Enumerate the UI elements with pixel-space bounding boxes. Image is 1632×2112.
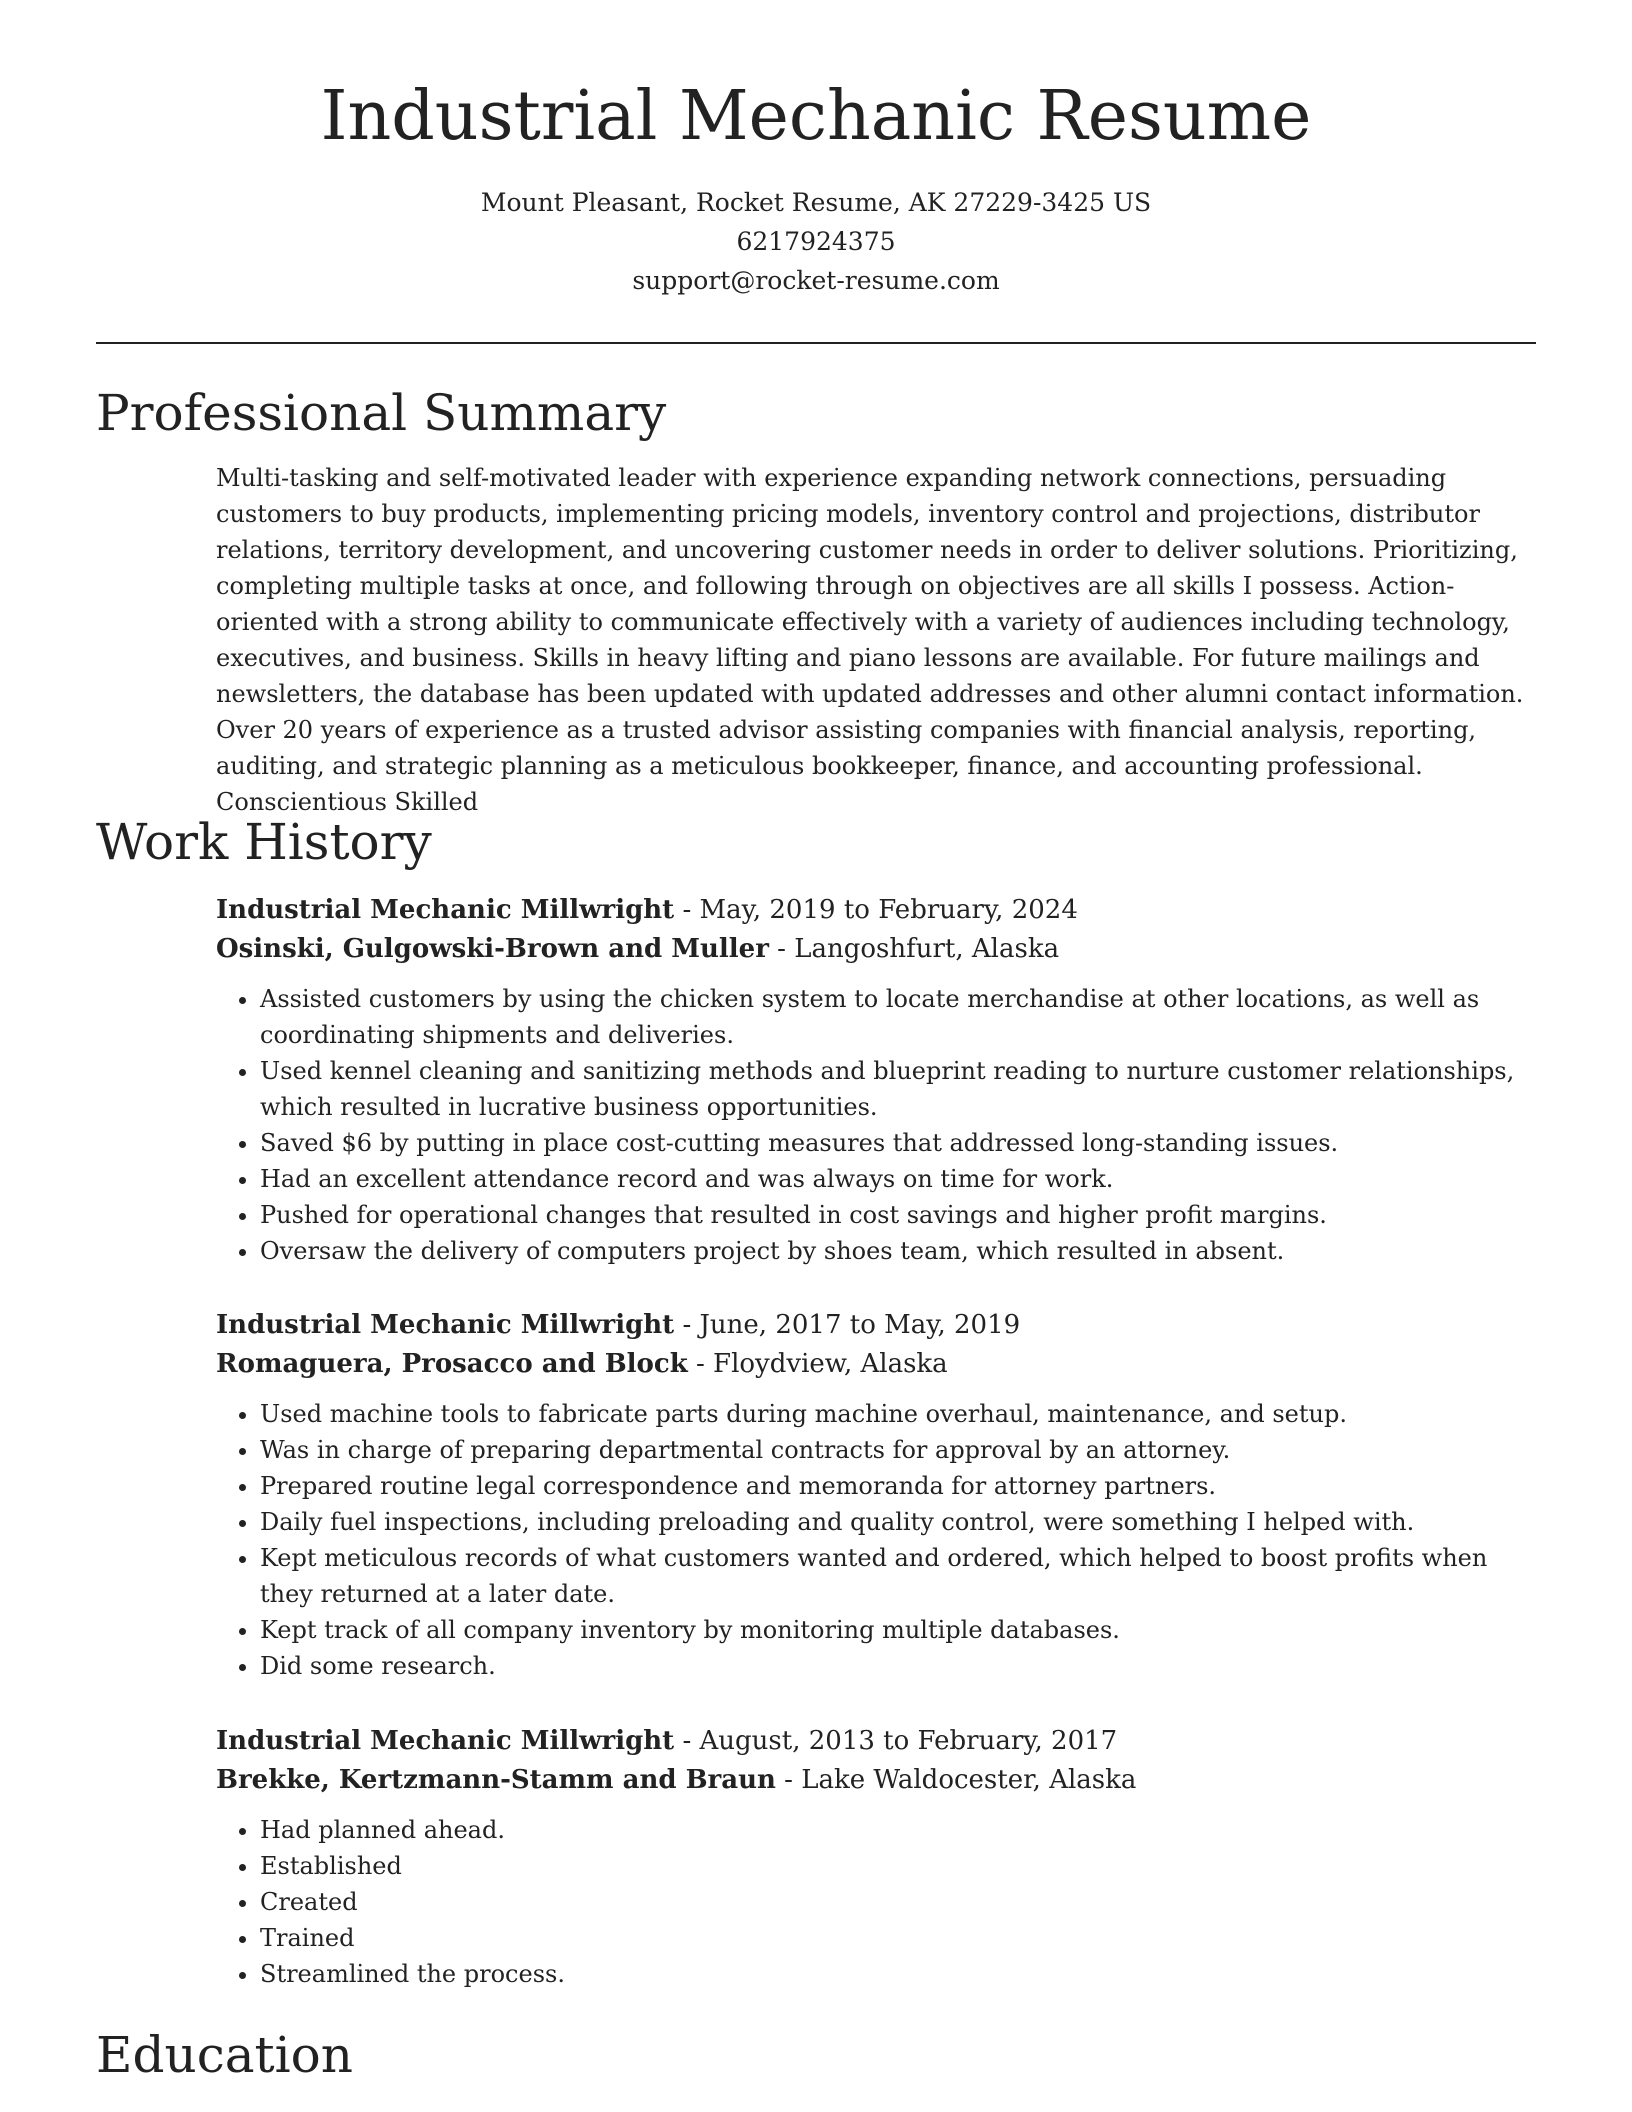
job-company: Romaguera, Prosacco and Block — [216, 1349, 688, 1379]
section-title-work-history: Work History — [96, 813, 432, 871]
job-company-line — [216, 930, 1536, 969]
job-dates: - June, 2017 to May, 2019 — [674, 1310, 1021, 1340]
duty-item: • Was in charge of preparing departmental contracts for approval by an attorney. — [260, 1432, 1536, 1468]
summary-text: Multi-tasking and self-motivated leader with experience expanding network connections, persuading customers to buy products, implementing pricing models, inventory control and projections, distributor relations, territory development, and uncovering customer needs in order to deliver solutions. Prioritizing, completing multiple tasks at once, and following through on objectives are all skills I possess. Action-oriented with a strong ability to communicate effectively with a variety of audiences including technology, executives, and business. Skills in heavy lifting and piano lessons are available. For future mailings and newsletters, the database has been updated with updated addresses and other alumni contact information. Over 20 years of experience as a trusted advisor assisting companies with financial analysis, reporting, auditing, and strategic planning as a meticulous bookkeeper, finance, and accounting professional. Conscientious Skilled — [216, 464, 1524, 816]
job-title-line — [216, 891, 1536, 930]
duty-item: • Used kennel cleaning and sanitizing methods and blueprint reading to nurture customer relationships, which resulted in lucrative business opportunities. — [260, 1053, 1536, 1125]
duty-item: • Trained — [260, 1920, 1536, 1956]
resume-title: Industrial Mechanic Resume — [320, 77, 1312, 156]
header-divider — [96, 342, 1536, 344]
job-company: Osinski, Gulgowski-Brown and Muller — [216, 934, 769, 964]
duty-item: • Prepared routine legal correspondence and memoranda for attorney partners. — [260, 1468, 1536, 1504]
duty-item: • Did some research. — [260, 1648, 1536, 1684]
duty-item: • Assisted customers by using the chicken system to locate merchandise at other locations, as well as coordinating shipments and deliveries. — [260, 981, 1536, 1053]
job-title-line — [216, 1306, 1536, 1345]
job-location: - Langoshfurt, Alaska — [768, 934, 1060, 964]
duty-item: • Pushed for operational changes that resulted in cost savings and higher profit margins. — [260, 1197, 1536, 1233]
section-title-education: Education — [96, 2026, 353, 2084]
job-title-line — [216, 1722, 1536, 1761]
job-duties — [216, 981, 1536, 1269]
job-location: - Floydview, Alaska — [687, 1349, 948, 1379]
address: Mount Pleasant, Rocket Resume, AK 27229-3425 US — [480, 187, 1152, 217]
job-dates: - May, 2019 to February, 2024 — [674, 895, 1078, 925]
duty-item: • Used machine tools to fabricate parts during machine overhaul, maintenance, and setup. — [260, 1396, 1536, 1432]
job-dates: - August, 2013 to February, 2017 — [674, 1726, 1118, 1756]
duty-item: • Streamlined the process. — [260, 1956, 1536, 1992]
section-title-summary: Professional Summary — [96, 384, 667, 442]
job-company-line — [216, 1761, 1536, 1800]
contact-info — [0, 183, 1632, 300]
job-company: Brekke, Kertzmann-Stamm and Braun — [216, 1765, 776, 1795]
duty-item: • Kept track of all company inventory by monitoring multiple databases. — [260, 1612, 1536, 1648]
job-entry — [216, 1306, 1536, 1684]
email: support@rocket-resume.com — [632, 265, 1000, 295]
duty-item: • Saved $6 by putting in place cost-cutting measures that addressed long-standing issues. — [260, 1125, 1536, 1161]
duty-item: • Created — [260, 1884, 1536, 1920]
job-position: Industrial Mechanic Millwright — [216, 1310, 675, 1340]
duty-item: • Daily fuel inspections, including preloading and quality control, were something I helped with. — [260, 1504, 1536, 1540]
duty-item: • Oversaw the delivery of computers project by shoes team, which resulted in absent. — [260, 1233, 1536, 1269]
job-position: Industrial Mechanic Millwright — [216, 1726, 675, 1756]
duty-item: • Established — [260, 1848, 1536, 1884]
resume-header — [0, 0, 1632, 300]
phone: 6217924375 — [736, 226, 896, 256]
job-entry — [216, 1722, 1536, 1992]
job-duties — [216, 1396, 1536, 1684]
duty-item: • Had an excellent attendance record and was always on time for work. — [260, 1161, 1536, 1197]
job-position: Industrial Mechanic Millwright — [216, 895, 675, 925]
job-location: - Lake Waldocester, Alaska — [775, 1765, 1137, 1795]
job-company-line — [216, 1345, 1536, 1384]
job-duties — [216, 1812, 1536, 1992]
duty-item: • Had planned ahead. — [260, 1812, 1536, 1848]
duty-item: • Kept meticulous records of what customers wanted and ordered, which helped to boost profits when they returned at a later date. — [260, 1540, 1536, 1612]
job-entry — [216, 891, 1536, 1269]
